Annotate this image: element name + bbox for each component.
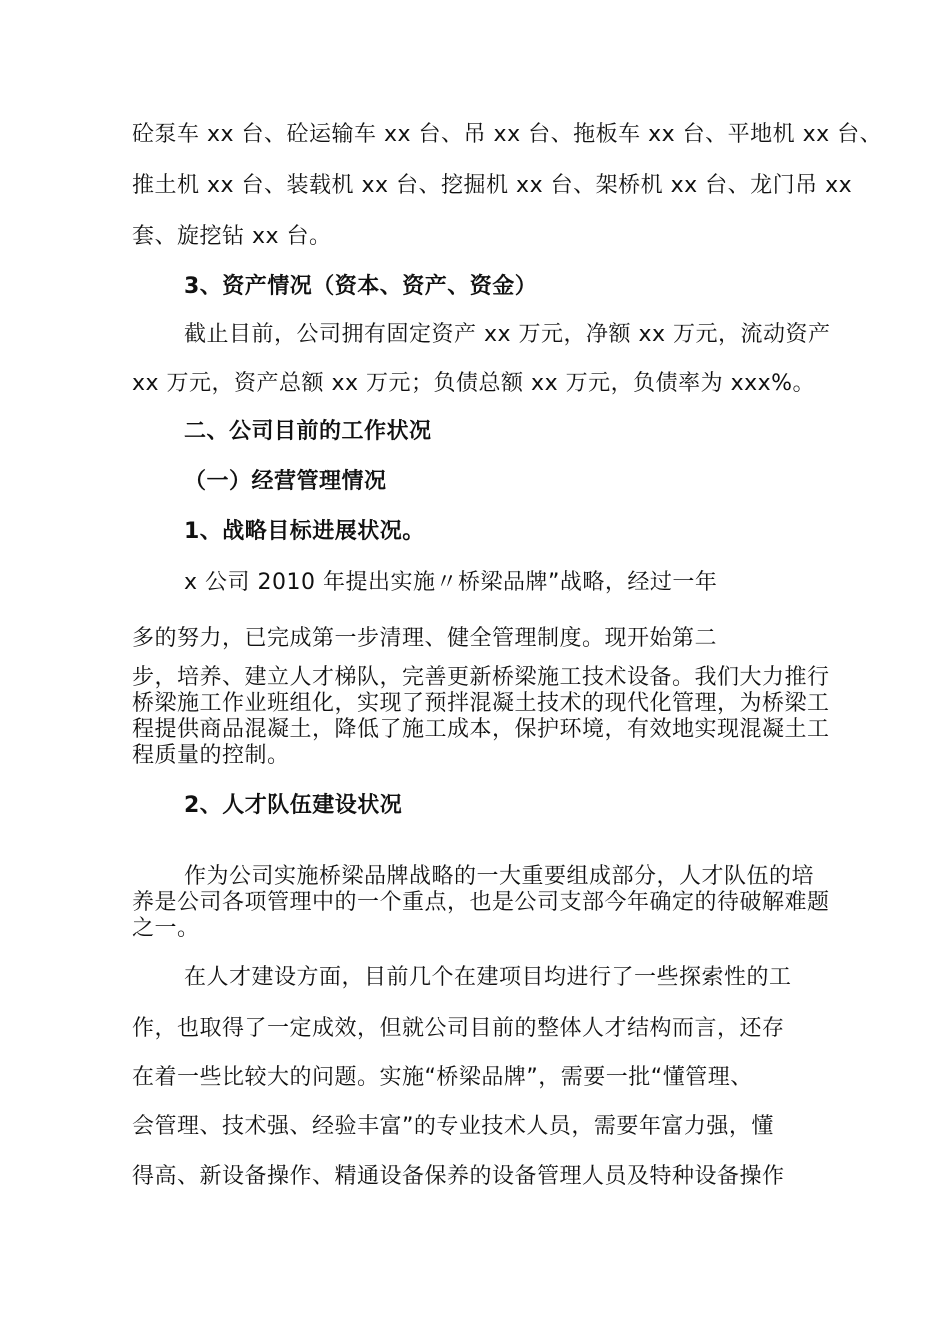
subsection-heading: 2、人才队伍建设状况 (184, 793, 403, 818)
section-heading: 3、资产情况（资本、资产、资金） (184, 274, 538, 299)
paragraph: 步，培养、建立人才梯队，完善更新桥梁施工技术设备。我们大力推行桥梁施工作业班组化，实现了预拌混凝土技术的现代化管理，为桥梁工程提供商品混凝土，降低了施工成本，保护环境，有效地实现混凝土工程质量的控制。 (132, 665, 830, 768)
text-line: x 公司 2010 年提出实施〃桥梁品牌”战略，经过一年 (184, 570, 718, 595)
text-line: 推土机 xx 台、装载机 xx 台、挖掘机 xx 台、架桥机 xx 台、龙门吊 xx (132, 173, 853, 198)
text-line: 砼泵车 xx 台、砼运输车 xx 台、吊 xx 台、拖板车 xx 台、平地机 xx 台、 (132, 122, 883, 147)
text-line: 在人才建设方面，目前几个在建项目均进行了一些探索性的工 (184, 965, 792, 990)
text-line: 截止目前，公司拥有固定资产 xx 万元，净额 xx 万元，流动资产 (184, 322, 831, 347)
paragraph: 作为公司实施桥梁品牌战略的一大重要组成部分，人才队伍的培养是公司各项管理中的一个重点，也是公司支部今年确定的待破解难题之一。 (132, 864, 830, 941)
section-heading: 二、公司目前的工作状况 (184, 419, 432, 444)
text-line: xx 万元，资产总额 xx 万元；负债总额 xx 万元，负债率为 xxx%。 (132, 371, 816, 396)
text-line: 会管理、技术强、经验丰富”的专业技术人员，需要年富力强，懂 (132, 1114, 774, 1139)
subsection-heading: 1、战略目标进展状况。 (184, 519, 425, 544)
text-line: 作，也取得了一定成效，但就公司目前的整体人才结构而言，还存 (132, 1016, 785, 1041)
text-line: 得高、新设备操作、精通设备保养的设备管理人员及特种设备操作 (132, 1164, 785, 1189)
text-line: 在着一些比较大的问题。实施“桥梁品牌”，需要一批“懂管理、 (132, 1065, 753, 1090)
subsection-heading: （一）经营管理情况 (184, 469, 387, 494)
text-line: 套、旋挖钻 xx 台。 (132, 224, 332, 249)
text-line: 多的努力，已完成第一步清理、健全管理制度。现开始第二 (132, 626, 718, 651)
